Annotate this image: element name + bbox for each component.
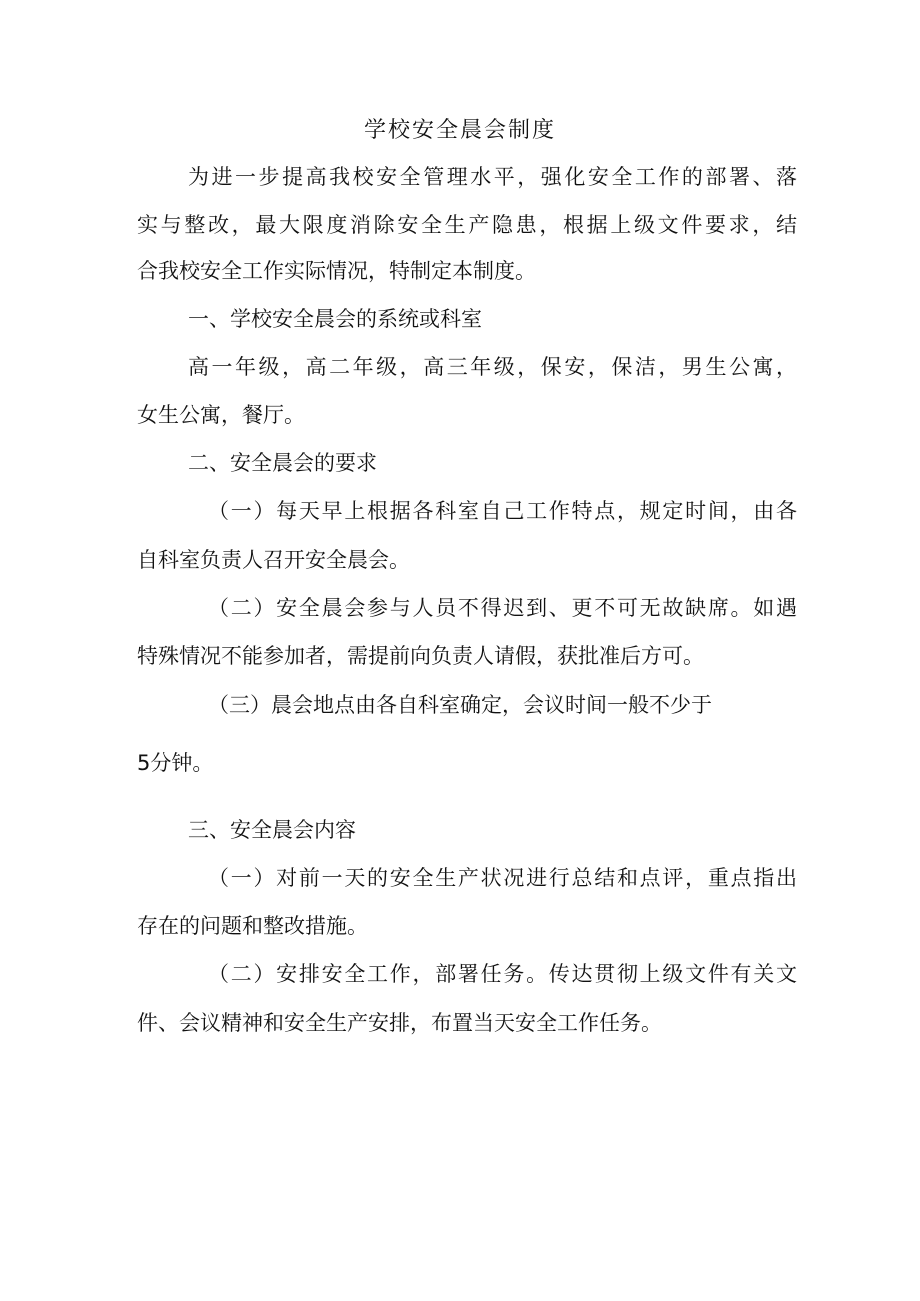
- section-2-item-2-line-2: 特殊情况不能参加者，需提前向负责人请假，获批准后方可。: [137, 644, 704, 668]
- section-3-item-2-line-1: （二）安排安全工作，部署任务。传达贯彻上级文件有关文: [208, 962, 797, 986]
- section-heading-1: 一、学校安全晨会的系统或科室: [188, 307, 482, 331]
- section-2-item-3-line-1: （三）晨会地点由各自科室确定，会议时间一般不少于: [208, 693, 712, 717]
- section-1-line-1: 高一年级，高二年级，高三年级，保安，保洁，男生公寓，: [188, 355, 797, 379]
- section-2-item-1-line-2: 自科室负责人召开安全晨会。: [137, 548, 410, 572]
- intro-line-1: 为进一步提高我校安全管理水平，强化安全工作的部署、落: [188, 165, 797, 189]
- document-title: 学校安全晨会制度: [363, 118, 556, 143]
- section-3-item-1-line-1: （一）对前一天的安全生产状况进行总结和点评，重点指出: [208, 866, 797, 890]
- section-2-item-1-line-1: （一）每天早上根据各科室自己工作特点，规定时间，由各: [208, 499, 797, 523]
- section-1-line-2: 女生公寓，餐厅。: [137, 403, 305, 427]
- section-2-item-3-line-2: 5分钟。: [137, 751, 214, 775]
- section-heading-3: 三、安全晨会内容: [188, 818, 356, 842]
- intro-line-3: 合我校安全工作实际情况，特制定本制度。: [137, 259, 536, 283]
- section-3-item-2-line-2: 件、会议精神和安全生产安排，布置当天安全工作任务。: [137, 1011, 662, 1035]
- section-2-item-2-line-1: （二）安全晨会参与人员不得迟到、更不可无故缺席。如遇: [208, 596, 797, 620]
- section-heading-2: 二、安全晨会的要求: [188, 451, 377, 475]
- intro-line-2: 实与整改，最大限度消除安全生产隐患，根据上级文件要求，结: [137, 213, 797, 237]
- section-3-item-1-line-2: 存在的问题和整改措施。: [137, 914, 368, 938]
